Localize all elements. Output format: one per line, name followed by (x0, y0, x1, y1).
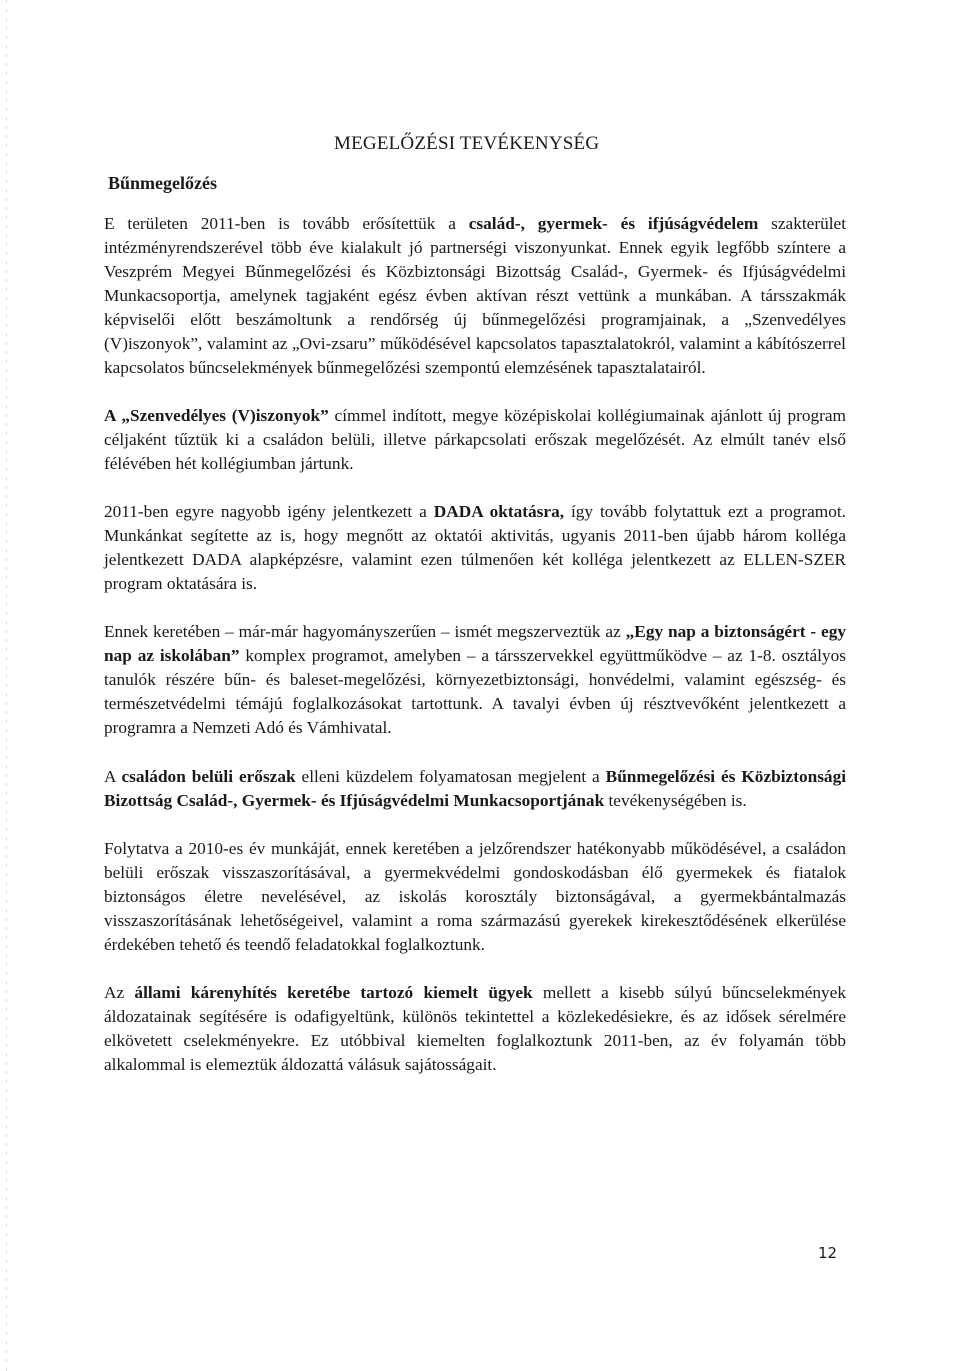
paragraph-1: E területen 2011-ben is tovább erősítettük a család-, gyermek- és ifjúságvédelem szakterület intézményrendszerével több éve kialakult jó partnerségi viszonyunkat. Ennek egyik legfőbb színtere a Veszprém Megyei Bűnmegelőzési és Közbiztonsági Bizottság Család-, Gyermek- és Ifjúságvédelmi Munkacsoportja, amelynek tagjaként egész évben aktívan részt vettünk a munkában. A társszakmák képviselői előtt beszámoltunk a rendőrség új bűnmegelőzési programjainak, a „Szenvedélyes (V)iszonyok”, valamint az „Ovi-zsaru” működésével kapcsolatos tapasztalatokról, valamint a kábítószerrel kapcsolatos bűncselekmények bűnmegelőzési szempontú elemzésének tapasztalatairól. (104, 214, 846, 377)
scan-edge-artifact (6, 0, 7, 1371)
paragraph-2: A „Szenvedélyes (V)iszonyok” címmel indított, megye középiskolai kollégiumainak ajánlott új program céljaként tűztük ki a családon belüli, illetve párkapcsolati erőszak megelőzését. Az elmúlt tanév első félévében hét kollégiumban jártunk. (104, 406, 846, 473)
page-number: 12 (818, 1244, 838, 1262)
paragraph-5: A családon belüli erőszak elleni küzdelem folyamatosan megjelent a Bűnmegelőzési és Közbiztonsági Bizottság Család-, Gyermek- és Ifjúságvédelmi Munkacsoportjának tevékenységében is. (104, 767, 847, 810)
section-heading: Bűnmegelőzés (108, 173, 217, 193)
page-title: MEGELŐZÉSI TEVÉKENYSÉG (334, 133, 600, 154)
paragraph-7: Az állami kárenyhítés keretébe tartozó kiemelt ügyek mellett a kisebb súlyú bűncselekmények áldozatainak segítésére is odafigyeltünk, különös tekintettel a közlekedésiekre, és az idősek sérelmére elkövetett cselekményekre. Ez utóbbival kiemelten foglalkoztunk 2011-ben, az év folyamán több alkalommal is elemeztük áldozattá válásuk sajátosságait. (104, 983, 846, 1074)
paragraph-3: 2011-ben egyre nagyobb igény jelentkezett a DADA oktatásra, így tovább folytattuk ezt a programot. Munkánkat segítette az is, hogy megnőtt az oktatói aktivitás, ugyanis 2011-ben újabb három kolléga jelentkezett DADA alapképzésre, valamint ezen túlmenően két kolléga jelentkezett az ELLEN-SZER program oktatására is. (104, 502, 846, 593)
paragraph-4: Ennek keretében – már-már hagyományszerűen – ismét megszerveztük az „Egy nap a biztonságért - egy nap az iskolában” komplex programot, amelyben – a társszervekkel együttműködve – az 1-8. osztályos tanulók részére bűn- és baleset-megelőzési, környezetbiztonsági, honvédelmi, valamint egészség- és természetvédelmi témájú foglalkozásokat tartottunk. A tavalyi évben új résztvevőként jelentkezett a programra a Nemzeti Adó és Vámhivatal. (104, 622, 847, 737)
paragraph-6: Folytatva a 2010-es év munkáját, ennek keretében a jelzőrendszer hatékonyabb működésével, a családon belüli erőszak visszaszorításával, a gyermekvédelmi gondoskodásban élő gyermekek és fiatalok biztonságos életre nevelésével, az iskolás korosztály biztonságával, a gyermekbántalmazás visszaszorításának lehetőségeivel, valamint a roma származású gyerekek kirekesztődésének elkerülése érdekében tehető és teendő feladatokkal foglalkoztunk. (104, 839, 846, 954)
document-body (104, 212, 846, 1101)
